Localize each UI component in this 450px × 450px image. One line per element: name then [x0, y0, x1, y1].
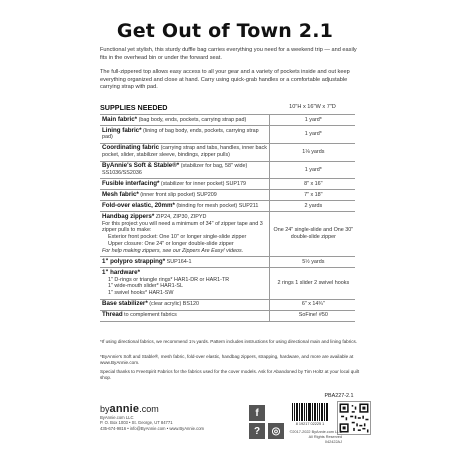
byannie-logo [100, 403, 159, 415]
social-icons [249, 405, 265, 421]
supply-detail: (clear acrylic) BS120 [149, 301, 199, 308]
bag-dimensions: 10"H x 16"W x 7"D [289, 104, 336, 110]
pinterest-icon[interactable]: ? [249, 423, 265, 439]
copyright-line: 042422AJ [324, 439, 342, 444]
supply-amount: 1 yard* [269, 161, 355, 179]
footnote: *ByAnnie's Soft and Stable®, mesh fabric, fold-over elastic, handbag zippers, strapping, hardware, and more are available at www.ByAnnie.com. [100, 354, 354, 366]
logo-suffix: .com [139, 404, 159, 414]
supply-amount: 1⅛ yards [269, 143, 355, 161]
supply-detail: (binding for mesh pocket) SUP211 [176, 202, 259, 209]
table-row [100, 161, 355, 179]
zipper-upper-closure: Upper closure: One 24" or longer double-slide zipper [108, 241, 234, 248]
supply-amount: 2 yards [269, 201, 355, 212]
supply-detail: (stabilizer for inner pocket) SUP179 [160, 180, 247, 187]
supply-amount: 1 yard* [269, 125, 355, 143]
pattern-sku: PBA227-2.1 [324, 393, 354, 399]
address-line: 435-674-9816 • info@ByAnnie.com • www.ByAnnie.com [100, 425, 205, 431]
table-row [100, 299, 355, 310]
supply-amount: 1 yard* [269, 115, 355, 126]
supply-detail: (lining of bag body, ends, pockets, carrying strap pad) [102, 127, 259, 141]
supplies-heading: SUPPLIES NEEDED [100, 103, 168, 112]
qr-code[interactable] [337, 401, 371, 435]
supply-name: Fusible interfacing* [102, 179, 160, 187]
table-row [100, 190, 355, 201]
supply-detail: to complement fabrics [124, 312, 177, 319]
table-row [100, 268, 355, 299]
supply-sku: SS1036/SS2036 [102, 169, 142, 176]
supply-name: Coordinating fabric [102, 144, 160, 152]
company-address [100, 415, 250, 431]
table-row [100, 212, 355, 257]
supply-detail: SUP164-1 [166, 258, 192, 265]
supply-name: 1" hardware* [102, 268, 141, 276]
intro-paragraph: Functional yet stylish, this sturdy duffle bag carries everything you need for a weekend trip — and easily fits in the overhead bin or under the forward seat. [100, 47, 357, 61]
supply-amount: 7" x 18" [269, 190, 355, 201]
table-row [100, 143, 355, 161]
supplies-table [100, 114, 355, 322]
supply-name: Thread [102, 311, 123, 319]
barcode-number: 8 19217 02225 1 [295, 422, 325, 426]
table-row [100, 115, 355, 126]
supply-amount: 8" x 16" [269, 179, 355, 190]
supply-detail: (inner front slip pocket) SUP209 [140, 191, 217, 198]
supply-detail: ZIP24, ZIP30, ZIPYD [155, 213, 207, 220]
copyright-line: ©2017-2022 ByAnnie.com LLC [289, 430, 342, 434]
table-row [100, 310, 355, 321]
supply-name: Handbag zippers* [102, 212, 155, 220]
supply-name: Lining fabric* [102, 126, 142, 134]
logo-by: by [100, 404, 110, 414]
barcode [292, 403, 328, 421]
zipper-front-pocket: Exterior front pocket: One 10" or longer single-slide zipper [108, 234, 247, 241]
table-row [100, 257, 355, 268]
address-line: ByAnnie.com LLC [100, 415, 134, 420]
supply-name: 1" polypro strapping* [102, 257, 166, 265]
supply-name: Fold-over elastic, 20mm* [102, 201, 175, 209]
hardware-item: 1" swivel hooks* HAR1-SW [108, 290, 174, 297]
instagram-icon[interactable]: ◎ [268, 423, 284, 439]
footnote: *If using directional fabrics, we recommend 1⅛ yards. Pattern includes instructions for using directional main and lining fabrics. [100, 339, 358, 344]
facebook-icon[interactable]: f [249, 405, 265, 421]
copyright [262, 430, 342, 444]
supply-detail: (carrying strap and tabs, handles, inner back pocket, slider, stabilizer sleeve, bindings, zipper pulls) [102, 145, 267, 159]
zipper-help-note: For help making zippers, see our Zippers Are Easy! videos. [102, 247, 244, 254]
supply-name: Main fabric* [102, 115, 138, 123]
supply-name: Mesh fabric* [102, 190, 139, 198]
supply-amount: 6" x 14¾" [269, 299, 355, 310]
supply-amount: 5½ yards [269, 257, 355, 268]
logo-name: annie [109, 403, 140, 415]
supply-name: ByAnnie's Soft & Stable®* [102, 162, 180, 170]
supply-amount: SoFine! #50 [269, 310, 355, 321]
address-line: P. O. Box 1003 • St. George, UT 84771 [100, 420, 173, 426]
footnote: Special thanks to FreeSpirit Fabrics for the fabrics used for the cover models. Ask for Abandoned by Tim Holtz at your local quilt shop. [100, 369, 360, 381]
table-row [100, 125, 355, 143]
pattern-title: Get Out of Town 2.1 [116, 20, 334, 42]
supply-amount: One 24" single-slide and One 30" double-slide zipper [269, 212, 355, 257]
intro-paragraph: The full-zippered top allows easy access to all your gear and a variety of pockets inside and out keep everything organized and close at hand. Carry using quick-grab handles or a comfortable adjustable carrying strap with pad. [100, 69, 350, 91]
hardware-item: 1" wide-mouth slider* HAR1-SL [108, 283, 184, 290]
supply-detail: (bag body, ends, pockets, carrying strap pad) [138, 116, 247, 123]
hardware-item: 1" D-rings or triangle rings* HAR1-DR or HAR1-TR [108, 276, 230, 283]
copyright-line: All Rights Reserved [308, 434, 342, 439]
table-row [100, 201, 355, 212]
zipper-note: For this project you will need a minimum of 34" of zipper tape and 3 zipper pulls to make: [102, 220, 263, 234]
table-row [100, 179, 355, 190]
supply-name: Base stabilizer* [102, 300, 148, 308]
supply-detail: (stabilizer for bag, 58" wide) [180, 163, 248, 170]
supply-amount: 2 rings 1 slider 2 swivel hooks [269, 268, 355, 299]
